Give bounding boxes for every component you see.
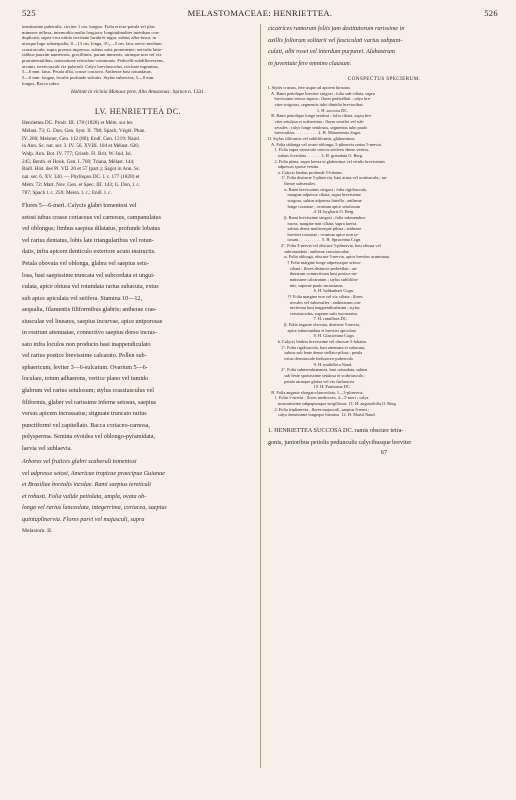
description-line: aequalia, filamentis filiformibus glabris; antherae cras- xyxy=(22,307,157,314)
key-line: 2°. Folia 3-nervia vel obscure 5-plinervia, basi obtusa vel xyxy=(268,243,381,249)
species-line: 1. HENRIETTEA SUCCOSA DC. ramis obscure tetra- xyxy=(268,427,404,434)
description-line: in rostrum attenuatae, connectivo saepius dorso incras- xyxy=(22,330,157,337)
key-line: nectivum basi inappendiculatum ; stylus xyxy=(268,305,360,311)
habit-line: vel adpresse setosi, Americae tropicae praecipue Guianae xyxy=(22,470,165,477)
intro-line: in juventute fere omnino clausum. xyxy=(268,60,352,67)
synonymy-line: 787; Spach l. c. 259; Meisn. l. c.; Endl. l. c. xyxy=(22,189,112,196)
key-line: B. Rami petiolique longe setulosi ; folia ciliata, supra bre- xyxy=(268,113,372,119)
description-line: vel oblongus; limbus saepius dilatatus, profunde lobatus xyxy=(22,226,160,233)
key-line: mis, superne paulo incrassatus xyxy=(268,282,343,288)
description-line: loculare, totum adhaerens, vertice plano vel tumido xyxy=(22,376,149,383)
synonymy-line: 245; Benth. et Hook. Gen. I. 768; Triana, Mélast. 144; xyxy=(22,158,135,165)
key-line: β. Rami brevissime strigosi ; folia submembra- xyxy=(268,214,367,220)
description-line: vel rarius postice brevissime calcarato. Pollen sub- xyxy=(22,353,147,360)
text-line: 5—6 mm. latus. Petala alba, crasse coriacea. Antherae basi rotundatae, xyxy=(22,69,152,75)
key-line: margine adpresse ciliata, supra brevissime xyxy=(268,192,361,198)
text-line: longus. Bacca rubra. xyxy=(22,80,60,86)
intro-line: culati, albi rosei vel interdum purpurei. Alabastrum xyxy=(268,49,395,56)
habitat-collector: Spruce n. 1331. xyxy=(172,89,206,96)
key-line: I. Styles crassus, fere usque ad apicem hirsutus. xyxy=(268,85,351,91)
right-column xyxy=(268,24,500,456)
left-top-text xyxy=(22,24,254,86)
key-line: 1. Folia supra verruculo conicis setiferis dense vestita, xyxy=(268,147,369,153)
synonymy-line: nat. ser. 6. XV. 330. — Phyllopus DC. l. c. 177 (1828) et xyxy=(22,174,140,181)
key-line: subrotundata ; antherae crassiusculae. xyxy=(268,248,350,254)
habit-line: et Brasiliae borealis incolae. Rami saepius tereticuli xyxy=(22,482,151,489)
text-line: 5—6 mm. longae, loculis profunde sulcatis. Stylus subrectus, 5—8 mm. xyxy=(22,74,155,80)
habitat-text: Habitat in vicinia Manaos prov. Alto Amazonas: xyxy=(70,89,172,96)
key-line: therae subsessiles. xyxy=(268,181,317,187)
description-line: culata, apice obtusa vel rotundata rarius subacuta, extus xyxy=(22,284,159,291)
description-line: polysperma. Semina ovoidea vel oblongo-pyramidata, xyxy=(22,434,156,441)
text-line: crassiusculo, supra prorsus impresso, subtus satis prominente; nervulis latio- xyxy=(22,46,163,52)
description-line: siusculae vel lineares, saepius incurvae, apice uniporosae xyxy=(22,318,163,325)
key-line: 2. Folia triplinervia ; flores majusculi, saepius 6-meri ; xyxy=(268,406,370,412)
key-line: 4. H. hygliaris O. Berg. xyxy=(268,209,355,215)
habitat-line xyxy=(22,89,254,95)
signature-mark: Melastom. II. xyxy=(22,527,53,534)
key-line: 1. H. succosa DC. xyxy=(268,107,349,113)
key-line: 2°. Folia submembranacea, basi rotundata, subtus xyxy=(268,367,368,373)
key-line: subtus dense multiverque pilosa ; antherae xyxy=(268,226,362,232)
habit-line: longa vel rarius lanceolata, integerrima, coriacea, saepius xyxy=(22,505,167,512)
right-intro-text xyxy=(268,24,500,70)
key-line: B. Folia anguste elongato-lanceolata, 1—3-plinervia. xyxy=(268,389,364,395)
habit-line: Arbores vel frutices glabri scaberuli tomentosi xyxy=(22,459,137,466)
bottom-page-number: 67 xyxy=(380,449,388,457)
description-line: glabrum vel rarius setulosum; stylus crassiusculus vel xyxy=(22,388,155,394)
description-line: setosi tubus crasse coriaceus vel carnosus, campanulatus xyxy=(22,214,161,221)
key-line: extus densiuscule furfuraceo-pubescula xyxy=(268,355,353,361)
key-line: 6. H. Saldanhaei Cogn. xyxy=(268,288,354,294)
key-line: apice subrotundata et breviter apiculata xyxy=(268,327,356,333)
key-line: 2. Folia plana, supra laevia et glaberrima vel setulis brevissimis xyxy=(268,158,385,164)
key-line: 1. Folia 1-nervia ; flores mediocres, 4—5-meri ; calyx xyxy=(268,395,369,401)
key-line: nacea, margine non ciliata, supra laevia, xyxy=(268,220,358,226)
text-line: arcunti, tereticusculi vix puberuli. Calyx breviinsculus, circitate tugrinitus, xyxy=(22,63,159,69)
running-title: MELASTOMACEAE: HENRIETTEA. xyxy=(187,8,333,18)
key-line: calyx densissime longeque hirsutus 12. H. Martii Naud. xyxy=(268,412,376,418)
description-line: datis, infra apicem denticulo exteriore acuto instructis. xyxy=(22,249,156,256)
habit-line: quintuplinervia. Flores parvi vel majusculi, supra xyxy=(22,517,145,524)
key-line: β. Folia anguste obovata, distincte 5-nervia, xyxy=(268,322,361,328)
description-line: versus apicem incrassatus; stigmate truncato rarius xyxy=(22,411,147,418)
key-line: A. Folia oblonga vel ovato-oblonga, 5-plinervia rarius 5-nervia. xyxy=(268,141,382,147)
species-line: gonis, junioribus petiolis pedunculis calycibusque breviter xyxy=(268,439,412,446)
synonymy-line: Henriettea DC. Prodr. III. 178 (1828) et Mém. sur les xyxy=(22,120,133,127)
description-line: vel rarius dentatus, lobis late triangularibus vel rotun- xyxy=(22,237,154,244)
species-1-entry xyxy=(268,426,500,449)
key-line: 8. H. Glaziovana Cogn. xyxy=(268,333,355,339)
key-line: 7. H. ramiflora DC. xyxy=(268,316,348,322)
key-line: 10. H. Patrisiana DC. xyxy=(268,384,351,390)
key-line: truncatissime subpapuruque strigillosus 11. H. angustifolia O. Berg. xyxy=(268,401,397,407)
left-column xyxy=(22,24,254,534)
right-page-number: 526 xyxy=(484,8,498,18)
text-line: duplicata, supra viva nitida sicciitate lurida et nigra, subtus alba-fusca, in xyxy=(22,35,157,41)
key-line: therarum connectivum basi postice mi- xyxy=(268,271,358,277)
key-line: α. Rami brevissimis strigosi ; folia rigidiuscula, xyxy=(268,186,367,192)
left-page-number: 525 xyxy=(22,8,36,18)
synonymy-line: Baill. Hist. des Pl. VII. 20 et 57 (part.); Sagot in Ann. Sc. xyxy=(22,166,141,173)
key-line: II. Stylus filiformis vel subfiliformis, glaberrimus. xyxy=(268,135,356,141)
key-line: adpressis sparse vestita. xyxy=(268,164,320,170)
genus-title: LV. HENRIETTEA DC. xyxy=(94,107,182,117)
synonymy-line: IV. 260; Meisner, Gen. 112 (80); Endl. Gen. 1219; Naud. xyxy=(22,135,141,142)
description-line: sub apice apiculata vel setifera. Stamina 10—12, xyxy=(22,295,143,302)
species-key xyxy=(268,85,500,418)
synonymy-line: Mélast. 73; G. Don, Gen. Syst. II. 798; Spach, Végét. Phan. xyxy=(22,127,146,134)
habit-description xyxy=(22,457,254,526)
key-line: petala utrinque glabra vel vix furfuracea xyxy=(268,378,355,384)
key-line: breviter rostratae ; ovarium apice non se- xyxy=(268,231,359,237)
column-divider xyxy=(260,24,261,768)
description-line: Petala obovata vel oblonga, glabra vel saepius setu- xyxy=(22,260,149,267)
key-line: b. Calycis limbus brevissime vel obscure 5-lobatus. xyxy=(268,339,368,345)
key-line: subtus foveolata . . . . . . 3. H. granulata O. Berg. xyxy=(268,152,363,158)
key-line: a. Calycis limbus profunde 5-lobatus. xyxy=(268,169,343,175)
key-line: 9. H. multiflora Naud. xyxy=(268,361,353,367)
text-line: utroque lugo subaequalia, 8—13 cm. longa, 3¹/₂—5 cm. lata; nervo medium xyxy=(22,40,162,46)
description-line: sato infra loculos non producto basi inappendiculato xyxy=(22,341,151,348)
conspectus-title: CONSPECTUS SPECIERUM. xyxy=(347,76,421,83)
key-line: †† Folia margine non vel vix ciliata ; flores xyxy=(268,293,363,299)
synonymy-line: Mém. 72; Mart. Nov. Gen. et Spec. III. 143; G. Don, l. c. xyxy=(22,181,141,188)
key-line: ciliata ; flores distincte pedicellati ; an- xyxy=(268,265,358,271)
key-line: sub lente sparsissime setulosa et scabriuscula ; xyxy=(268,372,366,378)
key-line: 1°. Folia rigidiuscula, basi attenuata et subacuta, xyxy=(268,344,366,350)
key-line: α. Folia oblonga, obscure 5-nervia, apice breviter acuminata. xyxy=(268,254,390,260)
key-line: viter setulosa et scaberrima ; flores sessiles vel sub- xyxy=(268,119,365,125)
description-line: laevia vel sublaevia. xyxy=(22,445,72,452)
key-line: strigosa, subtus adpresse hirtella ; antherae xyxy=(268,198,362,203)
key-line: sessiles vel subsessiles ; antherarum con- xyxy=(268,299,362,305)
synonymy-line: in Ann. Sc. nat. ser. 3. IV. 56, XVIII. 104 et Mélast. 626; xyxy=(22,143,140,150)
text-line: prominentulibus, transiatione reticulato-communis. Pedicelli subdillorescens, xyxy=(22,57,164,63)
key-line: longe rostratae ; ovarium apice setulosum xyxy=(268,203,361,209)
text-line: ralibus pauxim numerosis, gracillimis, parum inmersis, utrinque non vel vix xyxy=(22,52,162,58)
description-line: filiformis, glaber vel rarissime inferne setosus, saepius xyxy=(22,399,157,406)
key-line: crassiusculus, superne satis incrassatus xyxy=(268,310,358,316)
key-line: nutissime calcaratum ; stylus subfilifor- xyxy=(268,276,359,282)
text-line: teantiusime puberulis, circiter 1 cm. longiss. Folia erecto-patula vel plus xyxy=(22,24,155,29)
page-header xyxy=(22,8,498,20)
text-line: minusve reflexa, internodiis multo longiora, longitudinaliter interdum con- xyxy=(22,29,160,35)
habit-line: et robusti. Folia valide petiolata, ampla, ovata ob- xyxy=(22,493,147,500)
key-line: sessiles ; calyx longe setulosus, segmentis tubo paulo xyxy=(268,124,368,130)
key-line: tosum . . . . . . . . . . 5. H. Spruceana Cogn. xyxy=(268,237,362,243)
intro-line: cicatrices ramorum foliis jam destitutorum rarissime in xyxy=(268,26,405,32)
description-line: losa, basi saepissime truncata vel subcordata et ungui- xyxy=(22,272,156,279)
synonymy-line: Walp. Ann. Bot. IV. 777; Griseb. Fl. Brit. W.-Ind. Isl. xyxy=(22,151,133,158)
description-line: Flores 5—6-meri. Calycis glabri tomentosi vel xyxy=(22,203,137,210)
key-line: brevissime setoso-aspera ; flores pedicellati ; calyx bre- xyxy=(268,96,372,102)
synonymy-block xyxy=(22,120,254,197)
key-line: † Folia margine longe adpresseque setoso- xyxy=(268,260,362,266)
key-line: subtus sub lente dense stellato-pilosa ; petala xyxy=(268,350,363,356)
genus-description xyxy=(22,201,254,455)
key-line: brevioribus . . . . . . . . . . 2. H. Maroniensis Sagot. xyxy=(268,130,362,136)
description-line: punctiformi vel capitellato. Bacca coriaceo-carnosa, xyxy=(22,422,150,429)
key-line: A. Rami petiolique breviter strigosi ; folia sub-ciliata, supra xyxy=(268,90,375,96)
key-line: viter strigosus, segmentis tubo dimidio brevioribus xyxy=(268,102,363,108)
key-line: 1°. Folia distincte 5-plinervia, basi acuta vel acutiuscula ; an- xyxy=(268,175,388,181)
intro-line: axillis foliorum solitarii vel fasciculati varius subpani- xyxy=(268,37,403,44)
description-line: sphaericum, leviter 3—6-sulcatum. Ovarium 5—6- xyxy=(22,364,148,371)
